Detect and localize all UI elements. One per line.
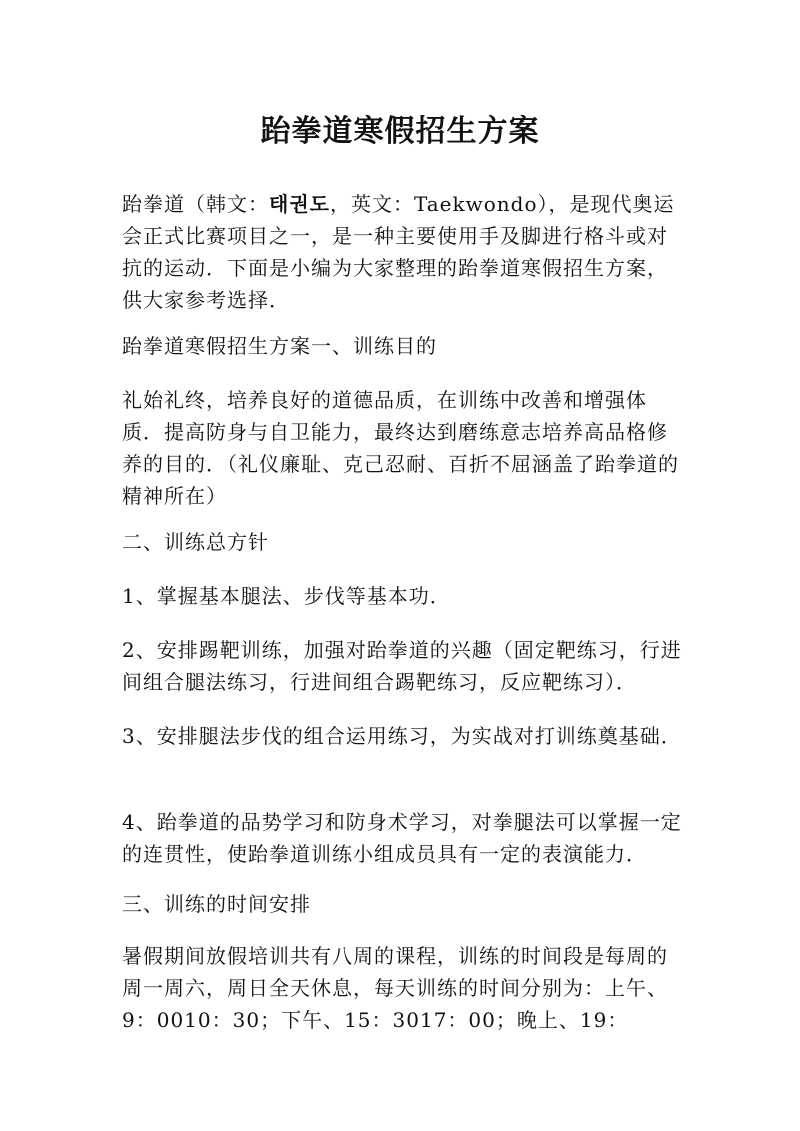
section-heading-training-policy: 二、训练总方针 <box>122 530 269 554</box>
section-heading-training-schedule: 三、训练的时间安排 <box>122 892 311 916</box>
intro-prefix: 跆拳道（韩文： <box>122 192 269 216</box>
list-item-1: 1、掌握基本腿法、步伐等基本功． <box>122 584 451 608</box>
list-item-2: 2、安排踢靶训练，加强对跆拳道的兴趣（固定靶练习，行进间组合腿法练习，行进间组合踢靶练习，反应靶练习）． <box>122 638 682 694</box>
paragraph-training-goal: 礼始礼终，培养良好的道德品质，在训练中改善和增强体质．提高防身与自卫能力，最终达到磨练意志培养高品格修养的目的．（礼仪廉耻、克己忍耐、百折不屈涵盖了跆拳道的精神所在） <box>122 388 679 508</box>
document-title: 跆拳道寒假招生方案 <box>260 114 540 149</box>
list-item-4: 4、跆拳道的品势学习和防身术学习，对拳腿法可以掌握一定的连贯性，使跆拳道训练小组成员具有一定的表演能力． <box>122 810 682 866</box>
section-heading-training-goal: 跆拳道寒假招生方案一、训练目的 <box>122 334 437 358</box>
intro-paragraph <box>122 188 682 316</box>
intro-korean-term: 태권도 <box>269 192 330 216</box>
list-item-3: 3、安排腿法步伐的组合运用练习，为实战对打训练奠基础． <box>122 724 682 748</box>
paragraph-training-schedule: 暑假期间放假培训共有八周的课程，训练的时间段是每周的周一周六，周日全天休息，每天训练的时间分别为：上午、9：0010：30；下午、15：3017：00；晚上、19： <box>122 944 668 1032</box>
intro-suffix: ，英文：Taekwondo），是现代奥运会正式比赛项目之一，是一种主要使用手及脚进行格斗或对抗的运动．下面是小编为大家整理的跆拳道寒假招生方案，供大家参考选择． <box>122 192 675 312</box>
